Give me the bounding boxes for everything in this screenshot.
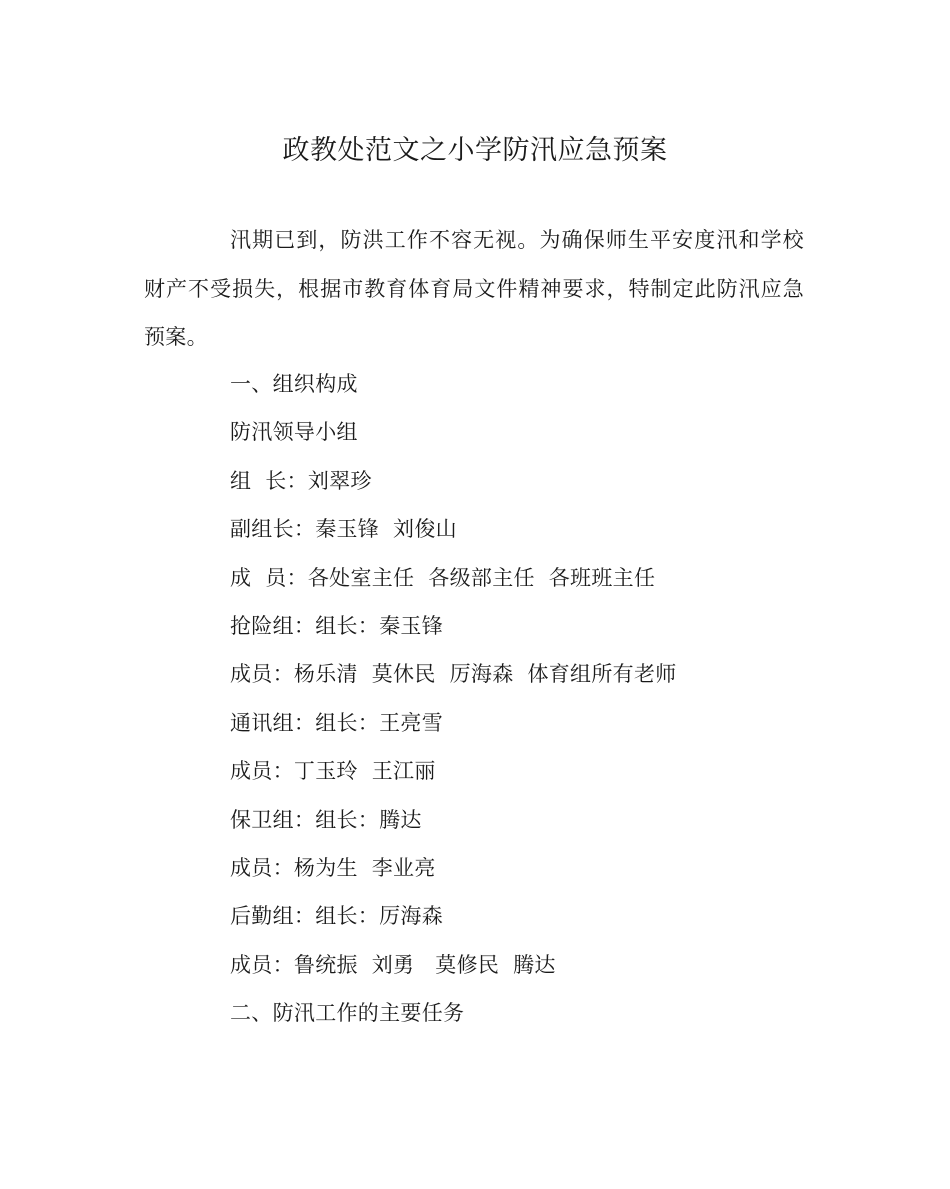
security-group-members-line: 成员：杨为生 李业亮 xyxy=(230,855,436,880)
section-heading-main-tasks: 二、防汛工作的主要任务 xyxy=(230,1001,465,1026)
members-line: 成 员：各处室主任 各级部主任 各班班主任 xyxy=(230,565,656,590)
communication-group-members-line: 成员：丁玉玲 王江丽 xyxy=(230,759,436,784)
intro-paragraph: 汛期已到，防洪工作不容无视。为确保师生平安度汛和学校财产不受损失，根据市教育体育局文件精神要求，特制定此防汛应急预案。 xyxy=(144,228,804,349)
security-group-leader-line: 保卫组：组长：腾达 xyxy=(230,807,422,832)
document-title: 政教处范文之小学防汛应急预案 xyxy=(282,135,668,166)
group-leader-line: 组 长：刘翠珍 xyxy=(230,468,372,493)
deputy-leader-line: 副组长：秦玉锋 刘俊山 xyxy=(230,517,457,542)
section-heading-organization: 一、组织构成 xyxy=(230,372,358,396)
rescue-group-members-line: 成员：杨乐清 莫休民 厉海森 体育组所有老师 xyxy=(230,662,677,687)
communication-group-leader-line: 通讯组：组长：王亮雪 xyxy=(230,710,443,735)
logistics-group-members-line: 成员：鲁统振 刘勇 莫修民 腾达 xyxy=(230,952,556,977)
leadership-group-heading: 防汛领导小组 xyxy=(230,420,358,445)
rescue-group-leader-line: 抢险组：组长：秦玉锋 xyxy=(230,613,443,638)
content-lines xyxy=(230,360,677,1037)
logistics-group-leader-line: 后勤组：组长：厉海森 xyxy=(230,904,443,929)
